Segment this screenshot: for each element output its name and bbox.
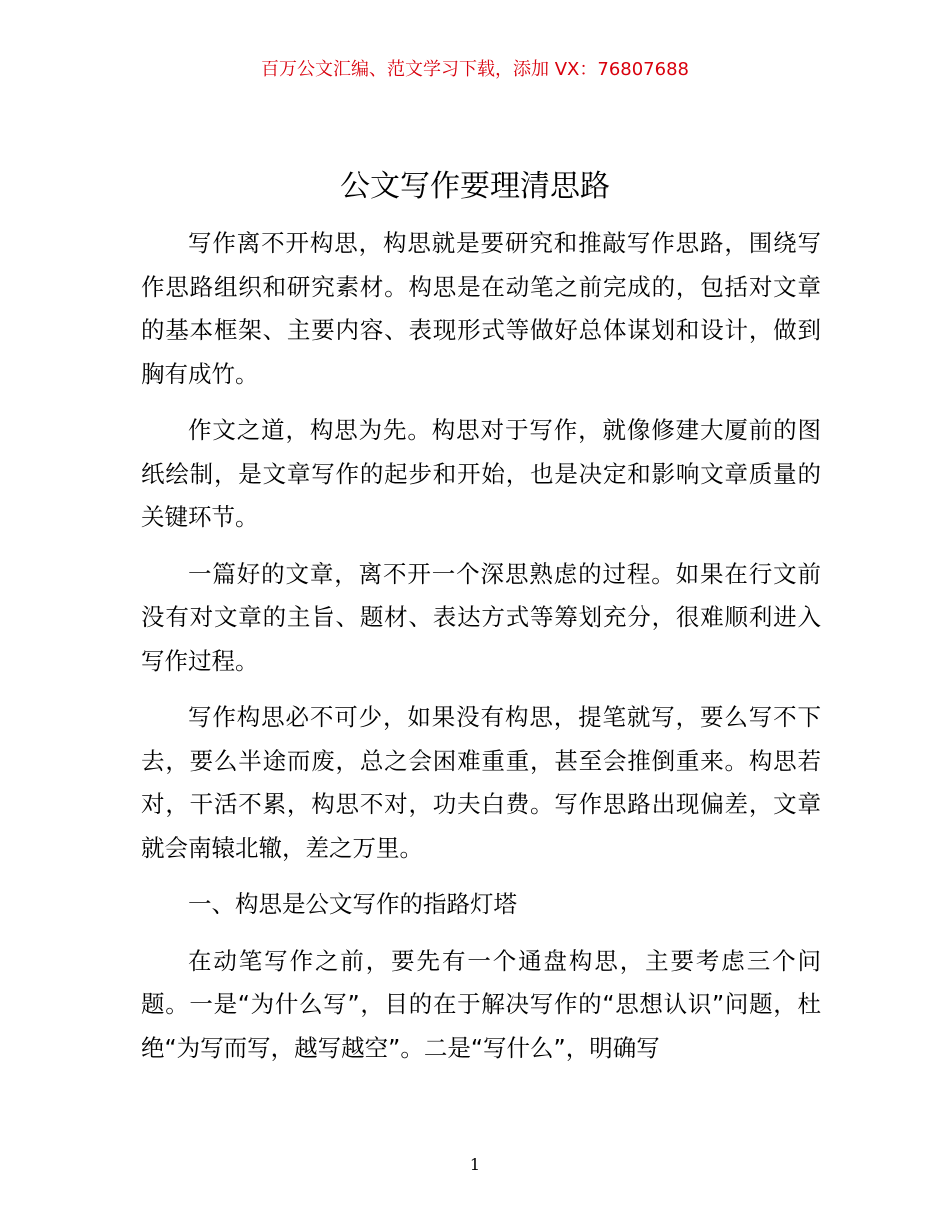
body-paragraph: 作文之道，构思为先。构思对于写作，就像修建大厦前的图纸绘制，是文章写作的起步和开始，也是决定和影响文章质量的关键环节。 bbox=[141, 416, 821, 531]
page-number: 1 bbox=[469, 1155, 481, 1174]
body-paragraph: 一篇好的文章，离不开一个深思熟虑的过程。如果在行文前没有对文章的主旨、题材、表达方式等筹划充分，很难顺利进入写作过程。 bbox=[141, 559, 821, 675]
document-title: 公文写作要理清思路 bbox=[340, 169, 610, 204]
body-paragraph: 写作构思必不可少，如果没有构思，提笔就写，要么写不下去，要么半途而废，总之会困难重重，甚至会推倒重来。构思若对，干活不累，构思不对，功夫白费。写作思路出现偏差，文章就会南辕北辙，差之万里。 bbox=[141, 703, 821, 862]
section-heading: 一、构思是公文写作的指路灯塔 bbox=[188, 890, 517, 918]
document-body bbox=[141, 222, 821, 1083]
body-paragraph: 在动笔写作之前，要先有一个通盘构思，主要考虑三个问题。一是“为什么写”，目的在于解决写作的“思想认识”问题，杜绝“为写而写，越写越空”。二是“写什么”，明确写 bbox=[141, 946, 821, 1062]
header-promo-note: 百万公文汇编、范文学习下载，添加 VX：76807688 bbox=[261, 59, 689, 80]
body-paragraph: 写作离不开构思，构思就是要研究和推敲写作思路，围绕写作思路组织和研究素材。构思是在动笔之前完成的，包括对文章的基本框架、主要内容、表现形式等做好总体谋划和设计，做到胸有成竹。 bbox=[141, 229, 821, 388]
